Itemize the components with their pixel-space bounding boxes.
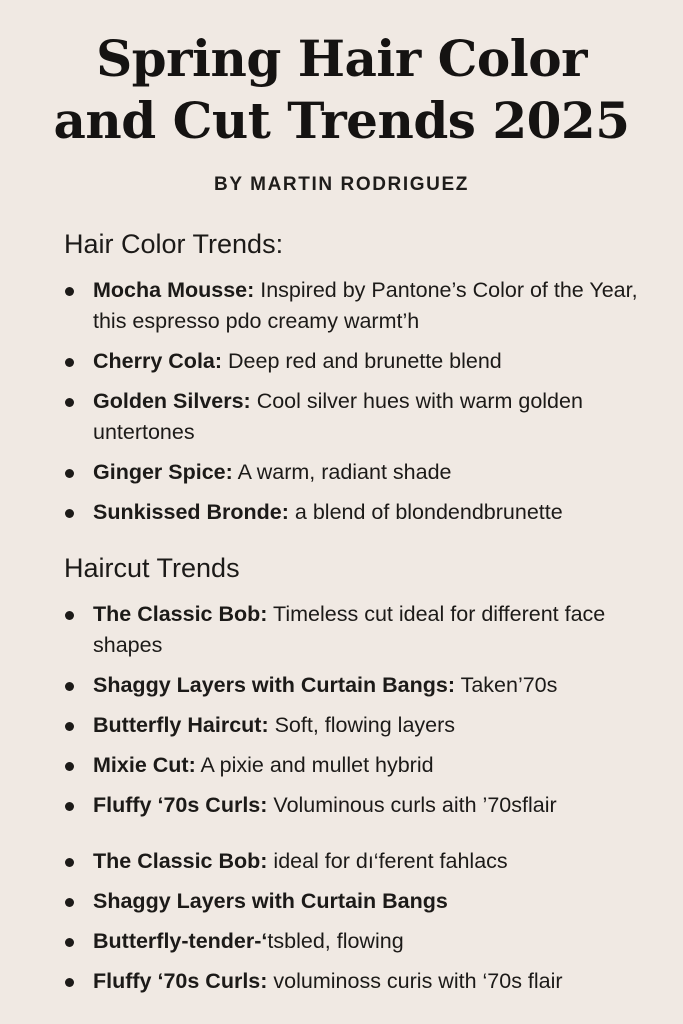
bullet-icon — [65, 858, 74, 867]
list-item — [64, 710, 664, 741]
item-description: ideal for dı‘ferent fahlacs — [267, 849, 508, 873]
item-term: The Classic Bob: — [93, 849, 268, 873]
list-item — [64, 846, 664, 877]
item-description: voluminoss curis with ‘70s flair — [267, 969, 563, 993]
item-term: Shaggy Layers with Curtain Bangs: — [93, 673, 455, 697]
bullet-icon — [65, 611, 74, 620]
item-description: Inspired by Pantone’s Color of the Year, this espresso pdo creamy warmt’h — [93, 278, 638, 333]
item-term: Butterfly-tender-‘ — [93, 929, 268, 953]
title-line-1: Spring Hair Color — [96, 29, 587, 88]
item-description: Cool silver hues with warm golden untertones — [93, 389, 583, 444]
item-description: tsbled, flowing — [267, 929, 404, 953]
item-term: The Classic Bob: — [93, 602, 268, 626]
list-item — [64, 966, 664, 997]
item-term: Golden Silvers: — [93, 389, 251, 413]
bullet-icon — [65, 398, 74, 407]
bullet-icon — [65, 509, 74, 518]
bullet-icon — [65, 938, 74, 947]
author-byline: BY MARTIN RODRIGUEZ — [214, 174, 469, 195]
item-term: Shaggy Layers with Curtain Bangs — [93, 889, 448, 913]
item-term: Mixie Cut: — [93, 753, 196, 777]
title-line-2: and Cut Trends 2025 — [53, 91, 630, 150]
item-term: Ginger Spice: — [93, 460, 233, 484]
list-item — [64, 457, 664, 488]
bullet-icon — [65, 898, 74, 907]
bullet-icon — [65, 358, 74, 367]
item-description: Soft, flowing layers — [268, 713, 456, 737]
bullet-icon — [65, 469, 74, 478]
hair-color-list — [64, 275, 664, 528]
item-description: Timeless cut ideal for different face shapes — [93, 602, 606, 657]
haircut-list-repeat — [64, 846, 664, 997]
list-item — [64, 346, 664, 377]
list-item — [64, 886, 664, 917]
item-term: Butterfly Haircut: — [93, 713, 269, 737]
bullet-icon — [65, 287, 74, 296]
item-description: Deep red and brunette blend — [222, 349, 502, 373]
list-item — [64, 670, 664, 701]
bullet-icon — [65, 722, 74, 731]
bullet-icon — [65, 978, 74, 987]
item-description: Voluminous curls aith ’70sflair — [267, 793, 557, 817]
item-term: Cherry Cola: — [93, 349, 223, 373]
item-term: Mocha Mousse: — [93, 278, 255, 302]
list-item — [64, 497, 664, 528]
list-item — [64, 275, 664, 337]
item-term: Fluffy ‘70s Curls: — [93, 969, 268, 993]
list-item — [64, 790, 664, 821]
list-item — [64, 926, 664, 957]
bullet-icon — [65, 802, 74, 811]
item-description: A warm, radiant shade — [232, 460, 452, 484]
section-heading-haircut: Haircut Trends — [64, 553, 240, 583]
item-term: Fluffy ‘70s Curls: — [93, 793, 268, 817]
bullet-icon — [65, 762, 74, 771]
list-item — [64, 386, 664, 448]
item-term: Sunkissed Bronde: — [93, 500, 289, 524]
section-heading-hair-color: Hair Color Trends: — [64, 229, 284, 259]
haircut-list — [64, 599, 664, 821]
item-description: a blend of blondendbrunette — [288, 500, 563, 524]
item-description: A pixie and mullet hybrid — [195, 753, 434, 777]
list-item — [64, 599, 664, 661]
bullet-icon — [65, 682, 74, 691]
page-title — [0, 28, 683, 152]
list-item — [64, 750, 664, 781]
item-description: Taken’70s — [454, 673, 558, 697]
